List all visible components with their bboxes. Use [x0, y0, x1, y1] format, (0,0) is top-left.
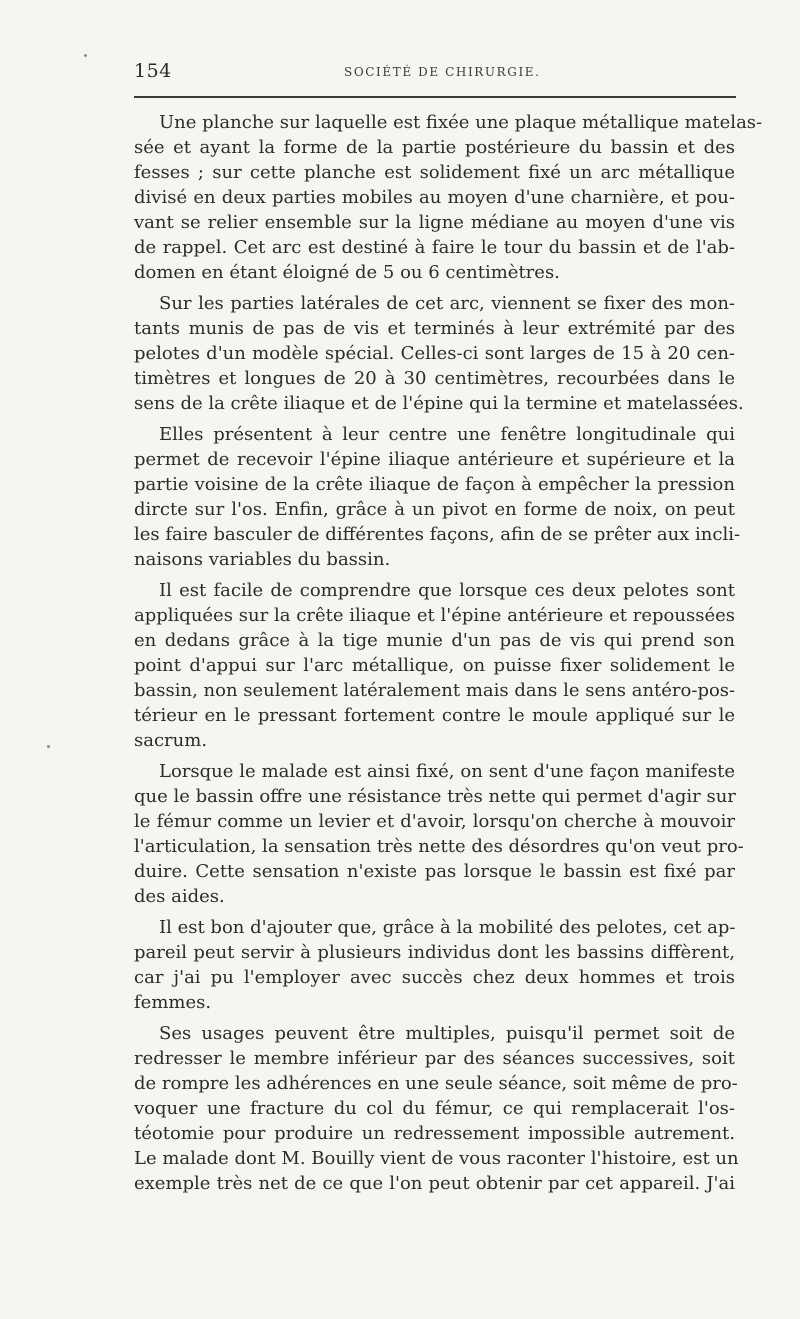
- text-line: des aides.: [134, 886, 225, 907]
- paragraph-7: [134, 1021, 739, 1196]
- text-line: de rompre les adhérences en une seule séance, soit même de pro-: [134, 1073, 738, 1094]
- text-line: Ses usages peuvent être multiples, puisqu'il permet soit de: [159, 1023, 735, 1044]
- text-line: femmes.: [134, 992, 212, 1013]
- text-line: point d'appui sur l'arc métallique, on puisse fixer solidement le: [134, 655, 735, 676]
- text-line: bassin, non seulement latéralement mais dans le sens antéro-pos-: [134, 680, 736, 701]
- text-line: Elles présentent à leur centre une fenêtre longitudinale qui: [159, 424, 735, 445]
- text-line: domen en étant éloigné de 5 ou 6 centimètres.: [134, 262, 560, 283]
- text-line: duire. Cette sensation n'existe pas lorsque le bassin est fixé par: [134, 861, 735, 882]
- text-line: Il est facile de comprendre que lorsque ces deux pelotes sont: [159, 580, 735, 601]
- text-line: Lorsque le malade est ainsi fixé, on sent d'une façon manifeste: [159, 761, 735, 782]
- text-line: sacrum.: [134, 730, 208, 751]
- text-line: car j'ai pu l'employer avec succès chez deux hommes et trois: [134, 967, 735, 988]
- print-speck: [84, 54, 87, 57]
- text-line: les faire basculer de différentes façons, afin de se prêter aux incli-: [134, 524, 741, 545]
- paragraph-4: [134, 578, 735, 753]
- paragraph-2: [134, 291, 744, 416]
- text-line: divisé en deux parties mobiles au moyen d'une charnière, et pou-: [134, 187, 735, 208]
- print-speck: [47, 745, 50, 748]
- text-line: pelotes d'un modèle spécial. Celles-ci sont larges de 15 à 20 cen-: [134, 343, 735, 364]
- text-line: sens de la crête iliaque et de l'épine qui la termine et matelassées.: [134, 393, 744, 414]
- page-number: 154: [134, 60, 172, 82]
- text-line: Il est bon d'ajouter que, grâce à la mobilité des pelotes, cet ap-: [159, 917, 736, 938]
- text-line: Sur les parties latérales de cet arc, viennent se fixer des mon-: [159, 293, 735, 314]
- text-line: dircte sur l'os. Enfin, grâce à un pivot en forme de noix, on peut: [134, 499, 735, 520]
- text-line: Le malade dont M. Bouilly vient de vous raconter l'histoire, est un: [134, 1148, 739, 1169]
- text-line: sée et ayant la forme de la partie postérieure du bassin et des: [134, 137, 735, 158]
- paragraph-3: [134, 422, 741, 572]
- paragraph-5: [134, 759, 744, 909]
- text-line: voquer une fracture du col du fémur, ce qui remplacerait l'os-: [134, 1098, 735, 1119]
- text-line: Une planche sur laquelle est fixée une plaque métallique matelas-: [159, 112, 763, 133]
- page-header: [134, 60, 736, 90]
- text-line: de rappel. Cet arc est destiné à faire le tour du bassin et de l'ab-: [134, 237, 735, 258]
- text-line: exemple très net de ce que l'on peut obtenir par cet appareil. J'ai: [134, 1173, 735, 1194]
- text-line: en dedans grâce à la tige munie d'un pas de vis qui prend son: [134, 630, 735, 651]
- paragraph-1: [134, 110, 763, 285]
- text-line: permet de recevoir l'épine iliaque antérieure et supérieure et la: [134, 449, 735, 470]
- text-line: timètres et longues de 20 à 30 centimètres, recourbées dans le: [134, 368, 735, 389]
- text-line: l'articulation, la sensation très nette des désordres qu'on veut pro-: [134, 836, 744, 857]
- text-line: térieur en le pressant fortement contre le moule appliqué sur le: [134, 705, 735, 726]
- header-rule: [134, 96, 736, 98]
- text-line: que le bassin offre une résistance très nette qui permet d'agir sur: [134, 786, 736, 807]
- text-line: vant se relier ensemble sur la ligne médiane au moyen d'une vis: [134, 212, 735, 233]
- text-line: le fémur comme un levier et d'avoir, lorsqu'on cherche à mouvoir: [134, 811, 735, 832]
- text-line: appliquées sur la crête iliaque et l'épine antérieure et repoussées: [134, 605, 735, 626]
- paragraph-6: [134, 915, 735, 1015]
- text-line: pareil peut servir à plusieurs individus dont les bassins diffèrent,: [134, 942, 735, 963]
- text-line: tants munis de pas de vis et terminés à leur extrémité par des: [134, 318, 735, 339]
- text-line: partie voisine de la crête iliaque de façon à empêcher la pression: [134, 474, 735, 495]
- running-head: SOCIÉTÉ DE CHIRURGIE.: [344, 65, 541, 79]
- body-text: [134, 110, 763, 1202]
- text-line: redresser le membre inférieur par des séances successives, soit: [134, 1048, 735, 1069]
- text-line: naisons variables du bassin.: [134, 549, 391, 570]
- text-line: téotomie pour produire un redressement impossible autrement.: [134, 1123, 735, 1144]
- text-line: fesses ; sur cette planche est solidement fixé un arc métallique: [134, 162, 735, 183]
